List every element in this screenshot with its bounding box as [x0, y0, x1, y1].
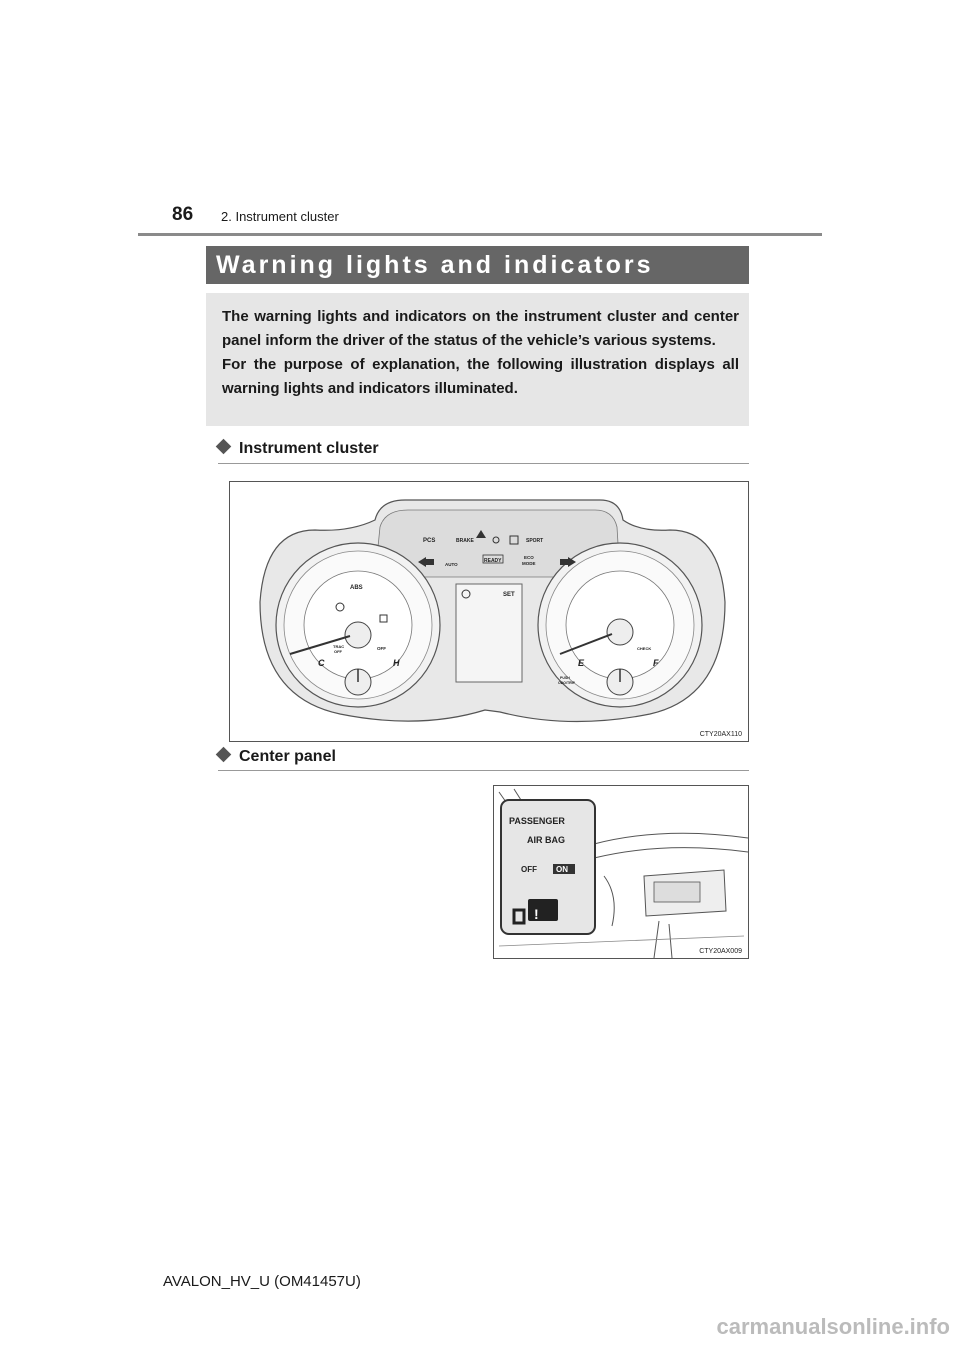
instrument-cluster-heading — [218, 440, 379, 458]
auto-label: AUTO — [445, 562, 458, 567]
pcs-label: PCS — [423, 538, 436, 544]
instrument-cluster-figure — [229, 481, 749, 742]
fuel-full-label: F — [653, 658, 659, 668]
center-panel-heading — [218, 748, 336, 766]
instrument-cluster-illustration — [230, 482, 748, 741]
temp-cold-label: C — [318, 658, 325, 668]
watermark: carmanualsonline.info — [716, 1314, 950, 1339]
eco-label: ECO — [524, 555, 534, 560]
intro-box — [206, 293, 749, 426]
check-label: CHECK — [637, 646, 652, 651]
section-title: 2. Instrument cluster — [221, 209, 339, 224]
instrument-cluster-heading-text: Instrument cluster — [239, 440, 379, 457]
diamond-bullet-icon — [216, 747, 232, 763]
abs-label: ABS — [350, 585, 363, 591]
diamond-bullet-icon — [216, 439, 232, 455]
footer-model: AVALON_HV_U (OM41457U) — [163, 1273, 361, 1290]
center-panel-heading-text: Center panel — [239, 748, 336, 765]
ready-label: READY — [484, 558, 502, 564]
air-bag-label: AIR BAG — [527, 835, 565, 845]
trac-off-label: OFF — [334, 649, 342, 654]
brake-label: BRAKE — [456, 538, 474, 544]
passenger-label: PASSENGER — [509, 816, 565, 826]
center-panel-illustration — [494, 786, 748, 958]
temp-hot-label: H — [393, 658, 400, 668]
fuel-empty-label: E — [578, 658, 585, 668]
airbag-off-label: OFF — [521, 865, 537, 874]
figure-code: CTY20AX110 — [699, 731, 742, 738]
subhead-rule — [218, 463, 749, 464]
mode-label: MODE — [522, 561, 536, 566]
trac-label: TRAC — [333, 644, 345, 649]
page-title: Warning lights and indicators — [206, 246, 749, 284]
intro-paragraph: The warning lights and indicators on the instrument cluster and center panel inform the driver of the status of the vehicle’s various systems. — [222, 308, 739, 349]
push-label: PUSH — [560, 676, 570, 680]
vsc-off-label: OFF — [377, 646, 386, 651]
figure-code: CTY20AX009 — [699, 948, 742, 955]
airbag-on-label: ON — [556, 865, 568, 874]
set-label: SET — [503, 592, 515, 598]
page-number: 86 — [172, 204, 194, 225]
svg-text:!: ! — [534, 906, 539, 922]
odo-trip-label: ODO/TRIP — [558, 681, 575, 685]
subhead-rule — [218, 770, 749, 771]
intro-paragraph: For the purpose of explanation, the following illustration displays all warning lights and indicators illuminated. — [222, 356, 739, 397]
header-rule — [138, 233, 822, 236]
sport-label: SPORT — [526, 538, 544, 544]
center-panel-figure — [493, 785, 749, 959]
